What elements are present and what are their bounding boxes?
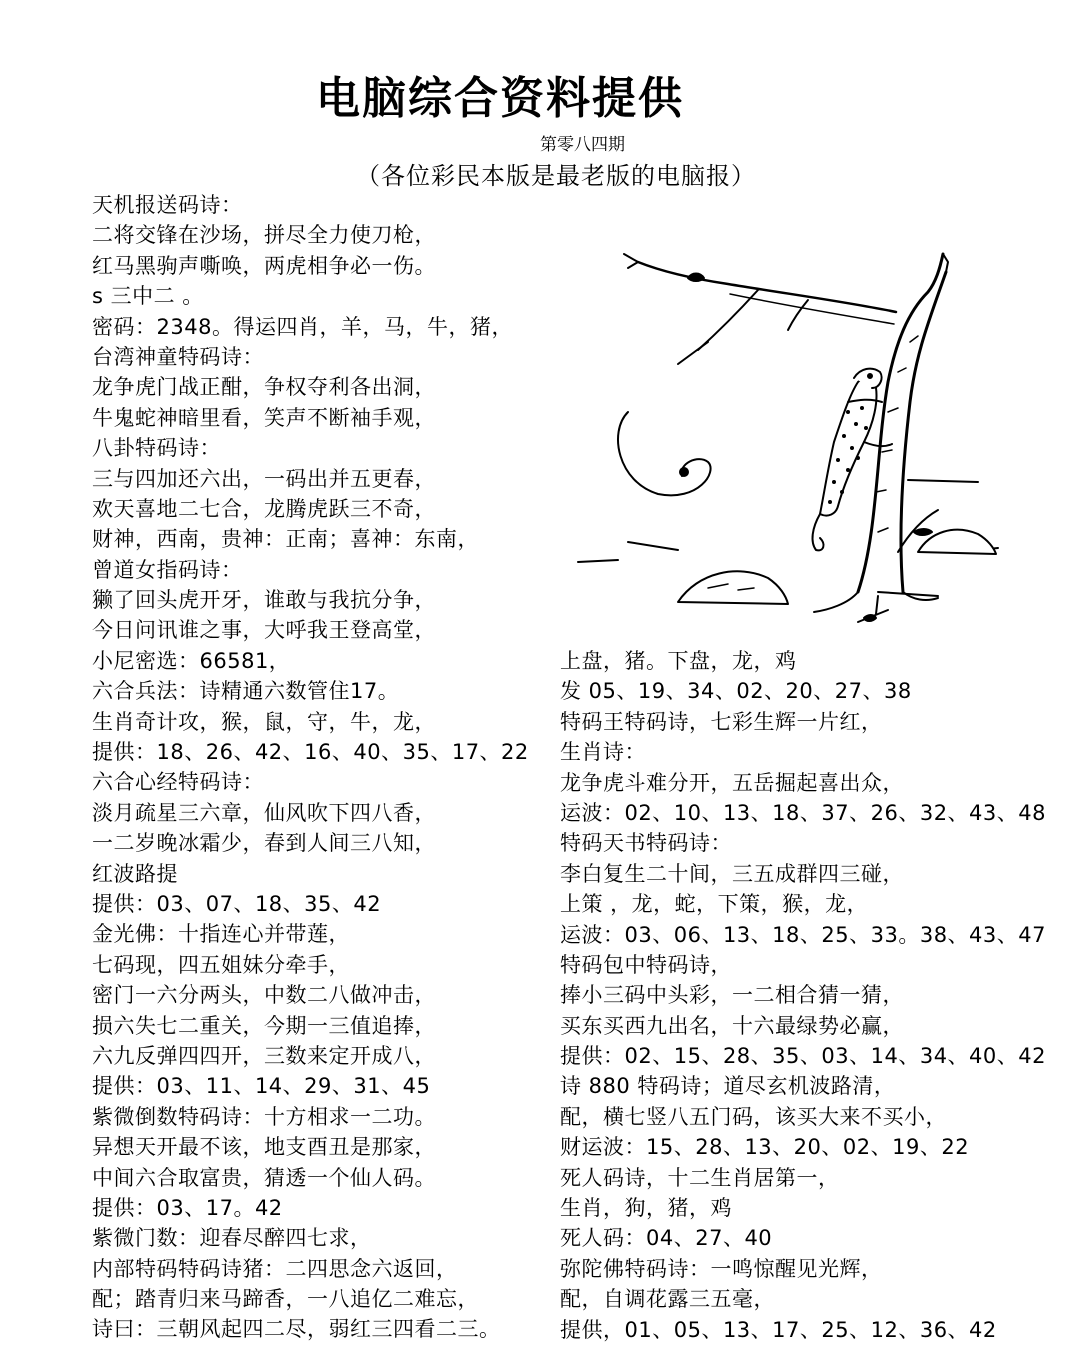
text-line: 上策 ，龙，蛇，下策，猴，龙， <box>560 892 869 917</box>
text-line: 天机报送码诗： <box>92 193 243 217</box>
text-line: 生肖诗： <box>560 740 646 765</box>
text-line: 一二岁晚冰霜少，春到人间三八知， <box>92 831 436 856</box>
text-line: 龙争虎斗难分开，五岳掘起喜出众， <box>560 770 904 795</box>
text-line: 今日问讯谁之事，大呼我王登高堂， <box>92 618 436 643</box>
text-line: 特码包中特码诗， <box>560 952 732 977</box>
text-line: 死人码诗，十二生肖居第一， <box>560 1165 840 1190</box>
text-line: 弥陀佛特码诗：一鸣惊醒见光辉， <box>560 1256 883 1281</box>
text-line: 密门一六分两头，中数二八做冲击， <box>92 983 436 1008</box>
text-line: 獭了回头虎开牙，谁敢与我抗分争， <box>92 588 436 613</box>
text-line: 牛鬼蛇神暗里看，笑声不断袖手观， <box>92 405 436 430</box>
text-line: 捧小三码中头彩，一二相合猜一猜， <box>560 983 904 1008</box>
text-line: 红马黑驹声嘶唤，两虎相争必一伤。 <box>92 253 436 278</box>
text-line: 六九反弹四四开，三数来定开成八， <box>92 1043 436 1068</box>
text-line: 内部特码特码诗猪：二四思念六返回， <box>92 1256 458 1281</box>
text-line: 提供，01、05、13、17、25、12、36、42 <box>560 1317 997 1342</box>
text-line: 七码现，四五姐妹分牵手， <box>92 952 350 977</box>
text-line: 发 05、19、34、02、20、27、38 <box>560 679 912 704</box>
text-line: 买东买西九出名，十六最绿势必赢， <box>560 1013 904 1038</box>
text-line: 欢天喜地二七合，龙腾虎跃三不奇， <box>92 496 436 521</box>
page-subtitle: （各位彩民本版是最老版的电脑报） <box>356 162 756 190</box>
text-line: 配，横七竖八五门码，该买大来不买小， <box>560 1104 947 1129</box>
text-line: 损六失七二重关，今期一三值追捧， <box>92 1013 436 1038</box>
text-line: 小尼密选：66581， <box>92 648 291 673</box>
text-line: 金光佛：十指连心并带莲， <box>92 922 350 947</box>
text-line: 三与四加还六出，一码出并五更春， <box>92 466 436 491</box>
text-line: 运波：02、10、13、18、37、26、32、43、48 <box>560 800 1046 825</box>
text-line: 提供：03、07、18、35、42 <box>92 891 382 916</box>
text-line: 紫微门数：迎春尽醉四七求， <box>92 1226 372 1251</box>
text-line: 死人码：04、27、40 <box>560 1226 773 1251</box>
tree-leopard-illustration <box>558 232 1028 632</box>
text-line: 紫微倒数特码诗：十方相求一二功。 <box>92 1104 436 1129</box>
text-line: 提供：03、11、14、29、31、45 <box>92 1074 431 1099</box>
text-line: 生肖，狗，猪，鸡 <box>560 1196 732 1221</box>
text-line: 特码天书特码诗： <box>560 831 732 856</box>
text-line: 财神，西南，贵神：正南；喜神：东南， <box>92 527 479 552</box>
text-line: 配；踏青归来马蹄香，一八追亿二难忘， <box>92 1287 479 1312</box>
text-line: 中间六合取富贵，猜透一个仙人码。 <box>92 1165 436 1190</box>
text-line: 财运波：15、28、13、20、02、19、22 <box>560 1135 970 1160</box>
left-column <box>92 190 562 1345</box>
text-line: 淡月疏星三六章，仙风吹下四八香， <box>92 800 436 825</box>
text-line: 六合心经特码诗： <box>92 770 264 795</box>
issue-number: 第零八四期 <box>540 135 625 155</box>
text-line: 特码王特码诗，七彩生辉一片红， <box>560 709 883 734</box>
text-line: 提供：02、15、28、35、03、14、34、40、42 <box>560 1044 1046 1069</box>
text-line: 台湾神童特码诗： <box>92 344 264 369</box>
text-line: 上盘，猪。下盘，龙，鸡 <box>560 649 797 673</box>
text-line: 异想天开最不该，地支酉丑是那家， <box>92 1135 436 1160</box>
text-line: 李白复生二十间，三五成群四三碰， <box>560 861 904 886</box>
text-line: 二将交锋在沙场，拼尽全力使刀枪， <box>92 223 436 248</box>
text-line: 红波路提 <box>92 861 178 886</box>
text-line: 生肖奇计攻，猴，鼠，守，牛，龙， <box>92 709 436 734</box>
text-line: 龙争虎门战正酣，争权夺利各出洞， <box>92 375 436 400</box>
right-column <box>560 646 1060 1345</box>
text-line: 八卦特码诗： <box>92 436 221 461</box>
text-line: 密码：2348。得运四肖，羊，马，牛，猪， <box>92 314 513 339</box>
text-line: 曾道女指码诗： <box>92 557 243 582</box>
text-line: 诗 880 特码诗；道尽玄机波路清， <box>560 1074 896 1099</box>
text-line: 诗曰：三朝风起四二尽，弱红三四看二三。 <box>92 1317 501 1342</box>
page-title: 电脑综合资料提供 <box>316 73 684 124</box>
text-line: 运波：03、06、13、18、25、33。38、43、47 <box>560 922 1046 947</box>
text-line: 提供：18、26、42、16、40、35、17、22 <box>92 740 529 765</box>
text-line: 提供：03、17。42 <box>92 1195 283 1220</box>
text-line: s 三中二 。 <box>92 284 204 309</box>
text-line: 配，自调花露三五毫， <box>560 1287 775 1312</box>
text-line: 六合兵法：诗精通六数管住17。 <box>92 679 400 704</box>
